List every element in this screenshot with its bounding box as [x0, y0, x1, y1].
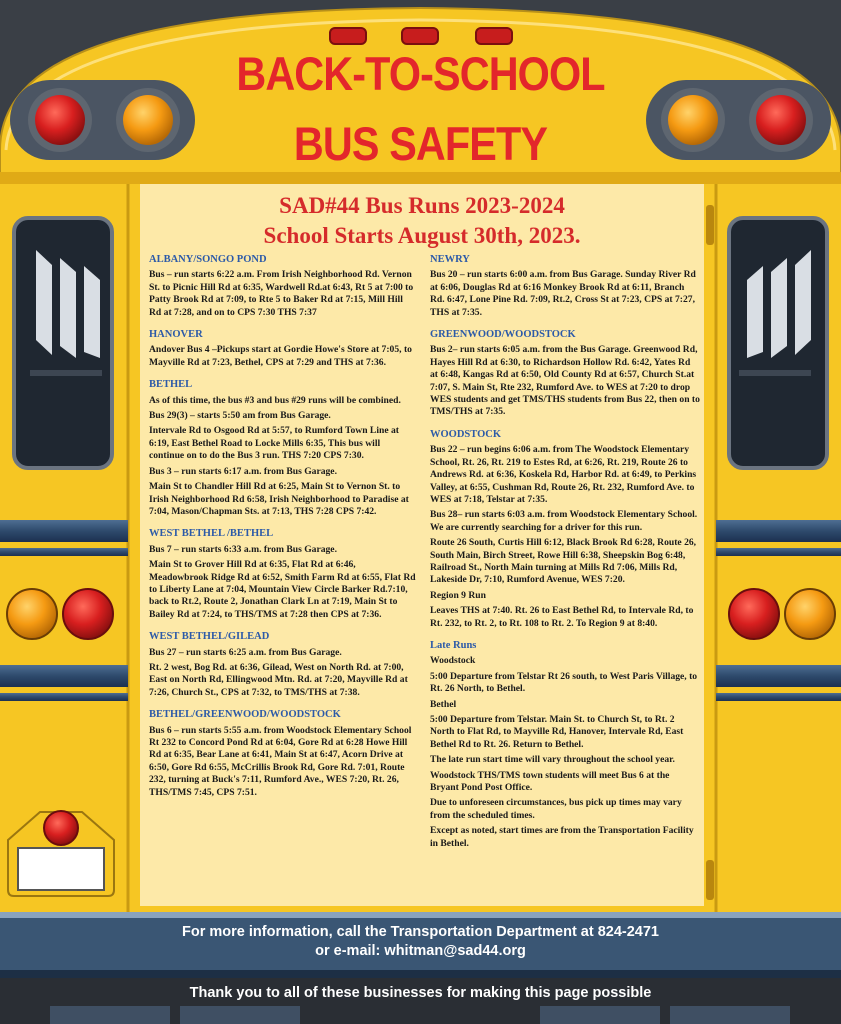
schedule-panel — [140, 184, 704, 906]
section-gap — [149, 624, 417, 631]
route-paragraph: Bus 6 – run starts 5:55 a.m. from Woodstock Elementary School Rt 232 to Concord Pond Rd at 6:04, Gore Rd at 6:28 Howe Hill Rd at 6:35, Bear Lane at 6:41, Main St at 6:47, Acorn Drive at 6:50, Gore Rd 6:55, McCrillis Brook Rd, Gore Rd. 7:01, Route 232, turning at Buck's 7:11, Rumford Ave., WES 7:20, Rt. 26, THS/TMS 7:45, CPS 7:51. — [149, 724, 412, 798]
route-section-heading: ALBANY/SONGO POND — [149, 254, 267, 265]
route-paragraph: As of this time, the bus #3 and bus #29 runs will be combined. — [149, 394, 401, 406]
section-gap — [430, 322, 700, 329]
route-paragraph: Woodstock THS/TMS town students will meet Bus 6 at the Bryant Pond Post Office. — [430, 769, 670, 794]
section-gap — [149, 372, 417, 379]
route-paragraph: Bus 28– run starts 6:03 a.m. from Woodstock Elementary School. We are currently searching for a driver for this run. — [430, 509, 698, 533]
route-section-heading: GREENWOOD/WOODSTOCK — [430, 329, 576, 341]
route-paragraph: The late run start time will vary throughout the school year. — [430, 754, 675, 766]
route-paragraph: Bus 27 – run starts 6:25 a.m. from Bus Garage. — [149, 646, 342, 658]
route-paragraph: Leaves THS at 7:40. Rt. 26 to East Bethel Rd, to Intervale Rd, to Rt. 232, to Rt. 2, to Rt. 108 to Rt. 2. To Region 9 at 8:40. — [430, 605, 694, 629]
route-paragraph: Bus 7 – run starts 6:33 a.m. from Bus Garage. — [149, 543, 337, 555]
route-section-heading: BETHEL — [149, 379, 193, 391]
schedule-subtitle: School Starts August 30th, 2023. — [263, 223, 581, 248]
route-paragraph: Bethel — [430, 698, 457, 710]
left-column — [149, 254, 417, 802]
route-section-heading: HANOVER — [149, 329, 203, 341]
right-column — [430, 254, 700, 853]
route-paragraph: Woodstock — [430, 655, 476, 667]
schedule-title: SAD#44 Bus Runs 2023-2024 — [279, 193, 565, 218]
route-paragraph: 5:00 Departure from Telstar Rt 26 south, to West Paris Village, to Rt. 26 North, to Bethel. — [430, 670, 698, 695]
route-paragraph: Route 26 South, Curtis Hill 6:12, Black Brook Rd 6:28, Route 26, South Main, Birch Street, Rowe Hill 6:38, Sheepskin Bog 6:48, Railroad St., North Main turning at Mills Rd 7:06, Mills Rd, Lakeside Dr, 7:10, Rumford Avenue, WES 7:20. — [430, 537, 697, 586]
contact-phone-line: For more information, call the Transportation Department at 824-2471 — [182, 924, 659, 940]
section-gap — [149, 322, 417, 329]
sponsor-thanks-line: Thank you to all of these businesses for making this page possible — [189, 985, 652, 1001]
route-paragraph: Bus – run starts 6:22 a.m. From Irish Neighborhood Rd. Vernon St. to Picnic Hill Rd at 6:35, Wardwell Rd.at 6:43, Rt 5 at 7:00 to Patty Brook Rd at 7:09, to Rte 5 to Baker Rd at 7:15, Mill Hill Rd at 7:28, and on to CPS 7:30 THS 7:37 — [149, 269, 414, 318]
section-gap — [149, 521, 417, 528]
route-paragraph: Bus 22 – run begins 6:06 a.m. from The Woodstock Elementary School, Rt. 26, Rt. 219 to Estes Rd, at 6:26, Rt. 219, Route 26 to Andrews Rd. at 6:36, Koskela Rd, Harbor Rd. at 6:49, to Perkins Valley, at 6:55, Cushman Rd, Route 26, Rt. 232, Rumford Ave. to WES at 7:18, Telstar at 7:35. — [430, 444, 697, 505]
route-section-heading: WEST BETHEL /BETHEL — [149, 528, 274, 540]
headline-line-1: BACK-TO-SCHOOL — [236, 47, 605, 100]
section-gap — [430, 422, 700, 429]
route-section-heading: WEST BETHEL/GILEAD — [149, 631, 270, 643]
route-paragraph: Due to unforeseen circumstances, bus pick up times may vary from the scheduled times. — [430, 797, 682, 821]
route-paragraph: Intervale Rd to Osgood Rd at 5:57, to Rumford Town Line at 6:19, East Bethel Road to Locke Mills 6:35, This bus will continue on to do the Bus 3 run. THS 7:20 CPS 7:30. — [149, 425, 399, 462]
route-paragraph: 5:00 Departure from Telstar. Main St. to Church St, to Rt. 2 North to Flat Rd, to Mayville Rd, Hanover, Intervale Rd, East Bethel Rd to Rt. 26. Return to Bethel. — [430, 714, 684, 750]
route-paragraph: Region 9 Run — [430, 589, 486, 601]
route-section-heading: WOODSTOCK — [430, 428, 501, 440]
route-paragraph: Except as noted, start times are from the Transportation Facility in Bethel. — [430, 825, 694, 849]
contact-email-line: or e-mail: whitman@sad44.org — [315, 943, 526, 959]
route-paragraph: Bus 20 – run starts 6:00 a.m. from Bus Garage. Sunday River Rd at 6:06, Douglas Rd at 6:16 Monkey Brook Rd at 6:11, Branch Rd. 6:47, Lone Pine Rd. 7:09, Rt.2, Cross St at 7:23, CPS at 7:27, THS at 7:35. — [430, 269, 696, 318]
route-paragraph: Main St to Grover Hill Rd at 6:35, Flat Rd at 6:46, Meadowbrook Ridge Rd at 6:52, Smith Farm Rd at 6:55, Flat Rd to Liberty Lane at 7:04, Mountain View Circle Barker Rd.7:10, back to Rt.2, Route 2, Jonathan Clark Ln at 7:19, Main St to Bailey Rd at 7:24, to THS/TMS at 7:28 then CPS at 7:36. — [149, 559, 416, 620]
route-section-heading: Late Runs — [430, 639, 477, 651]
route-section-heading: NEWRY — [430, 254, 470, 265]
route-section-heading: BETHEL/GREENWOOD/WOODSTOCK — [149, 709, 341, 721]
route-paragraph: Bus 3 – run starts 6:17 a.m. from Bus Garage. — [149, 465, 337, 477]
route-paragraph: Bus 2– run starts 6:05 a.m. from the Bus Garage. Greenwood Rd, Hayes Hill Rd at 6:30, to Richardson Hollow Rd. 6:42, Yates Rd at 6:48, Kangas Rd at 6:50, Old County Rd at 6:57, Church St.at 7:07, S. Main St, Rte 232, Rumford Ave. to WES at 7:20 to drop WES students and get TMS/THS students from Bus 22, then on to TMS/THS at 7:35. — [430, 344, 700, 418]
headline-line-2: BUS SAFETY — [293, 117, 548, 170]
route-paragraph: Main St to Chandler Hill Rd at 6:25, Main St to Vernon St. to Irish Neighborhood Rd 6:58, Irish Neighborhood to Paradise at 7:04, Mason/Chapman Sts. at 7:13, THS 7:28 CPS 7:42. — [149, 481, 409, 517]
route-paragraph: Bus 29(3) – starts 5:50 am from Bus Garage. — [149, 410, 331, 422]
route-paragraph: Andover Bus 4 –Pickups start at Gordie Howe's Store at 7:05, to Mayville Rd at 7:23, Bethel, CPS at 7:29 and THS at 7:36. — [149, 344, 412, 368]
section-gap — [149, 702, 417, 709]
route-paragraph: Rt. 2 west, Bog Rd. at 6:36, Gilead, West on North Rd. at 7:00, East on North Rd, Ellingwood Mtn. Rd. at 7:20, Mayville Rd at 7:26, Church St., CPS at 7:32, to TMS/THS at 7:38. — [149, 661, 408, 698]
section-gap — [430, 633, 700, 640]
